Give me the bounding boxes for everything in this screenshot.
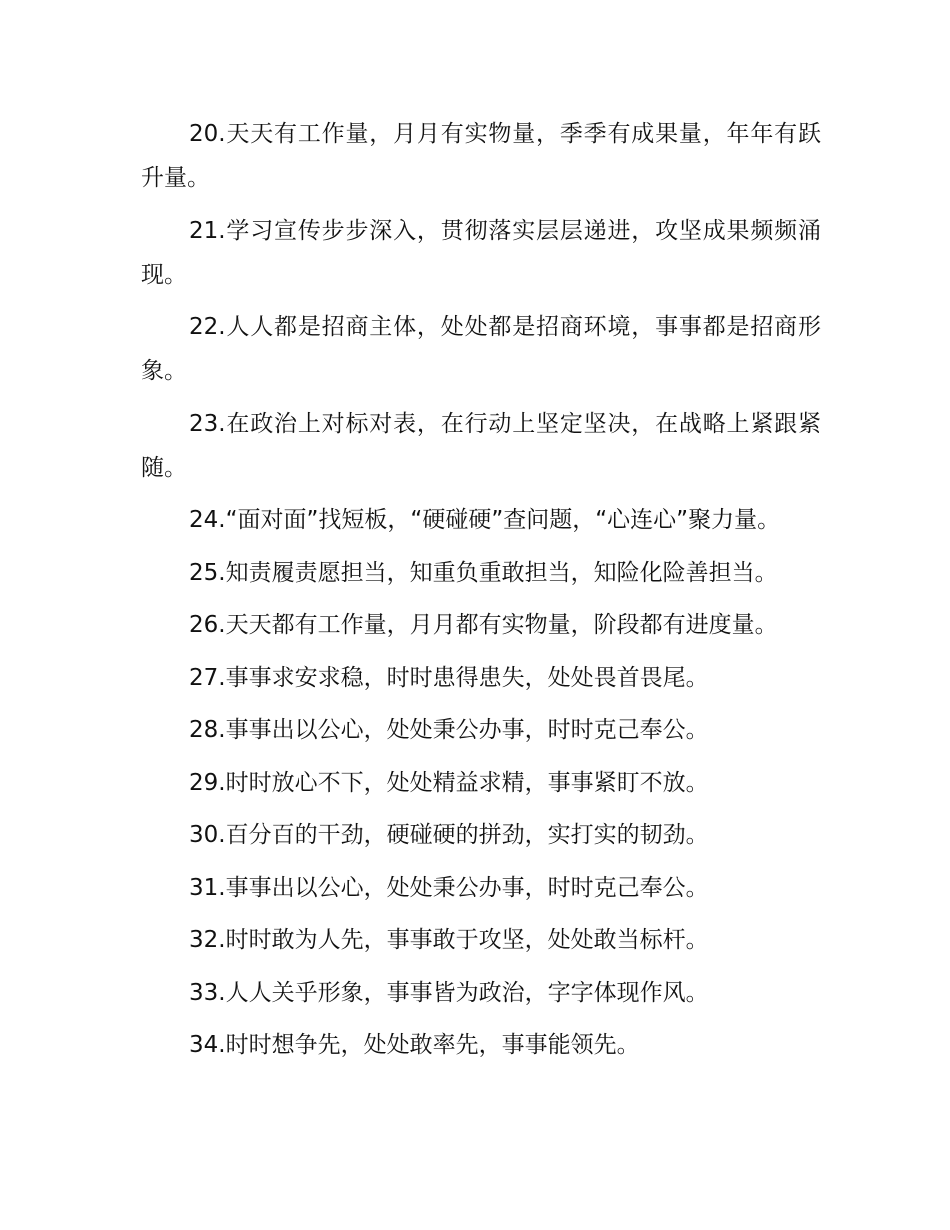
paragraph-25: 25.知责履责愿担当，知重负重敢担当，知险化险善担当。	[189, 559, 778, 586]
paragraph-28: 28.事事出以公心，处处秉公办事，时时克己奉公。	[189, 717, 709, 743]
paragraph-34: 34.时时想争先，处处敢率先，事事能领先。	[189, 1032, 640, 1058]
paragraph-27: 27.事事求安求稳，时时患得患失，处处畏首畏尾。	[189, 664, 709, 691]
paragraph-24: 24.“面对面”找短板，“硬碰硬”查问题，“心连心”聚力量。	[189, 507, 781, 533]
paragraph-20: 20.天天有工作量，月月有实物量，季季有成果量，年年有跃升量。	[141, 121, 821, 191]
paragraph-31: 31.事事出以公心，处处秉公办事，时时克己奉公。	[189, 874, 709, 901]
paragraph-29: 29.时时放心不下，处处精益求精，事事紧盯不放。	[189, 769, 709, 796]
document-body	[141, 112, 821, 1076]
paragraph-33: 33.人人关乎形象，事事皆为政治，字字体现作风。	[189, 979, 709, 1006]
paragraph-21: 21.学习宣传步步深入，贯彻落实层层递进，攻坚成果频频涌现。	[141, 217, 821, 288]
paragraph-22: 22.人人都是招商主体，处处都是招商环境，事事都是招商形象。	[141, 314, 821, 384]
paragraph-23: 23.在政治上对标对表，在行动上坚定坚决，在战略上紧跟紧随。	[141, 410, 821, 481]
paragraph-32: 32.时时敢为人先，事事敢于攻坚，处处敢当标杆。	[189, 927, 709, 953]
paragraph-26: 26.天天都有工作量，月月都有实物量，阶段都有进度量。	[189, 612, 778, 638]
paragraph-30: 30.百分百的干劲，硬碰硬的拼劲，实打实的韧劲。	[189, 822, 709, 848]
